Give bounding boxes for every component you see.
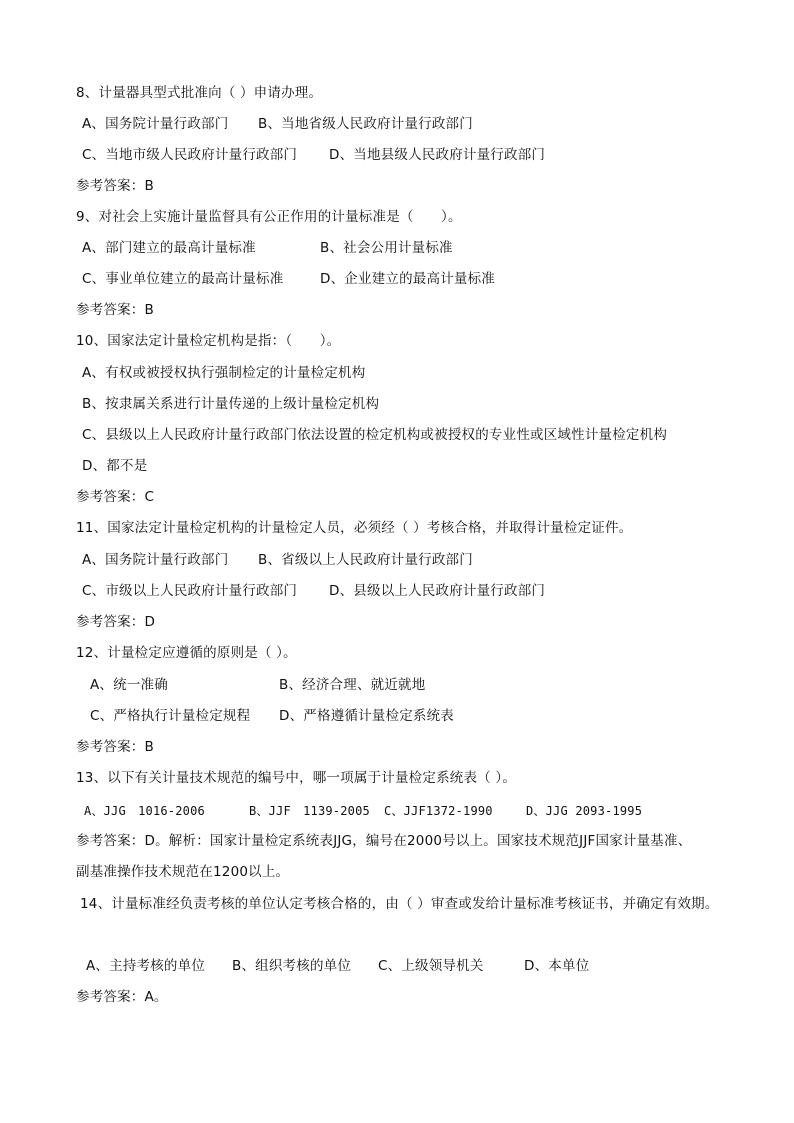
question-12: 12、计量检定应遵循的原则是（ ）。 [76, 645, 297, 661]
q8-answer: 参考答案：B [76, 178, 154, 194]
q9-answer: 参考答案：B [76, 302, 154, 318]
q8-option-d: D、当地县级人民政府计量行政部门 [329, 147, 546, 163]
q13-answer: 参考答案：D。解析：国家计量检定系统表JJG，编号在2000号以上。国家技术规范JJF国家计量基准、 [76, 833, 692, 849]
q8-option-b: B、当地省级人民政府计量行政部门 [258, 116, 473, 132]
q13-answer-continued: 副基准操作技术规范在1200以上。 [76, 864, 290, 880]
q11-option-b: B、省级以上人民政府计量行政部门 [258, 552, 473, 568]
question-11: 11、国家法定计量检定机构的计量检定人员，必须经（ ）考核合格，并取得计量检定证件。 [76, 520, 633, 536]
q10-option-d: D、都不是 [82, 458, 148, 474]
q8-option-a: A、国务院计量行政部门 [82, 116, 229, 132]
q13-option-b: B、JJF 1139-2005 [249, 804, 370, 818]
q13-option-c: C、JJF1372-1990 [384, 804, 493, 818]
q9-option-b: B、社会公用计量标准 [320, 240, 453, 256]
q11-option-c: C、市级以上人民政府计量行政部门 [82, 583, 298, 599]
question-14: 14、计量标准经负责考核的单位认定考核合格的，由（ ）审查或发给计量标准考核证书，并确定有效期。 [80, 896, 719, 912]
q10-answer: 参考答案：C [76, 489, 155, 505]
q10-option-c: C、县级以上人民政府计量行政部门依法设置的检定机构或被授权的专业性或区域性计量检定机构 [82, 427, 668, 443]
q13-option-d: D、JJG 2093-1995 [526, 804, 643, 818]
q13-option-a: A、JJG 1016-2006 [84, 804, 205, 818]
q12-option-a: A、统一准确 [90, 677, 168, 693]
q14-option-d: D、本单位 [524, 958, 590, 974]
question-9: 9、对社会上实施计量监督具有公正作用的计量标准是（ ）。 [76, 209, 462, 225]
q14-option-c: C、上级领导机关 [378, 958, 484, 974]
q9-option-d: D、企业建立的最高计量标准 [320, 271, 495, 287]
q9-option-a: A、部门建立的最高计量标准 [82, 240, 256, 256]
q10-option-b: B、按隶属关系进行计量传递的上级计量检定机构 [82, 396, 380, 412]
q11-option-a: A、国务院计量行政部门 [82, 552, 229, 568]
question-8: 8、计量器具型式批准向（ ）申请办理。 [76, 85, 323, 101]
q12-option-d: D、严格遵循计量检定系统表 [279, 708, 454, 724]
q12-answer: 参考答案：B [76, 739, 154, 755]
q10-option-a: A、有权或被授权执行强制检定的计量检定机构 [82, 365, 366, 381]
q11-option-d: D、县级以上人民政府计量行政部门 [329, 583, 546, 599]
q11-answer: 参考答案：D [76, 614, 156, 630]
q14-answer: 参考答案：A。 [76, 989, 168, 1005]
q14-option-b: B、组织考核的单位 [232, 958, 352, 974]
question-10: 10、国家法定计量检定机构是指：（ ）。 [76, 333, 341, 349]
q12-option-b: B、经济合理、就近就地 [279, 677, 426, 693]
question-13: 13、以下有关计量技术规范的编号中，哪一项属于计量检定系统表（ ）。 [76, 770, 517, 786]
q8-option-c: C、当地市级人民政府计量行政部门 [82, 147, 298, 163]
q9-option-c: C、事业单位建立的最高计量标准 [82, 271, 284, 287]
q14-option-a: A、主持考核的单位 [86, 958, 206, 974]
q12-option-c: C、严格执行计量检定规程 [90, 708, 251, 724]
